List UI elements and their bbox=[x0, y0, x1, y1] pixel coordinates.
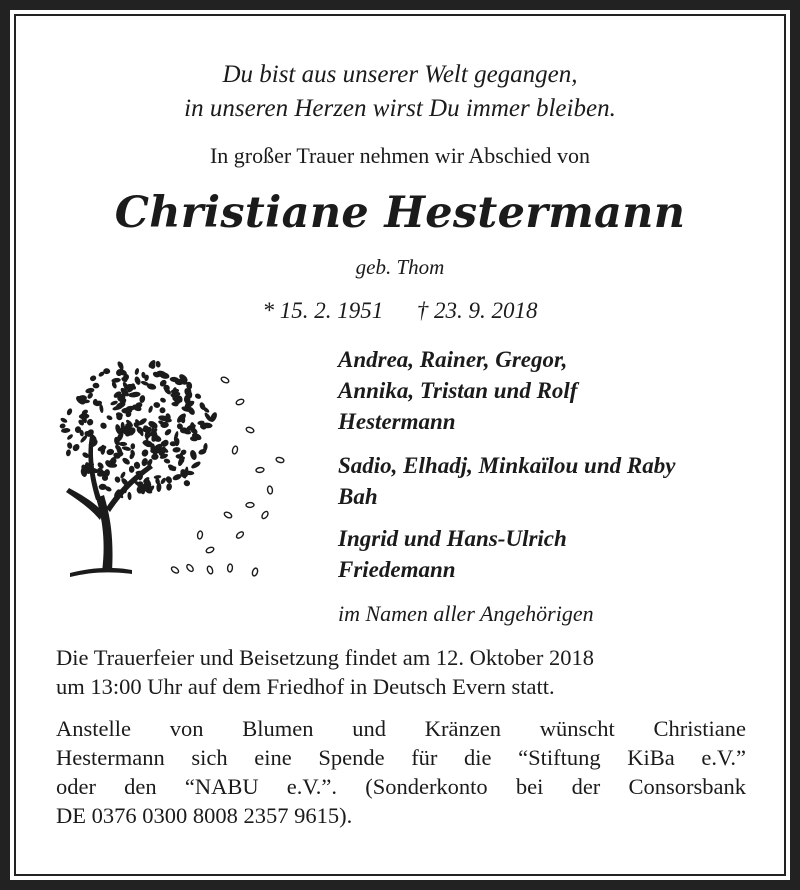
falling-leaf bbox=[223, 511, 232, 519]
falling-leaf bbox=[256, 467, 265, 473]
birth-date: * 15. 2. 1951 bbox=[262, 298, 384, 323]
tree-leaf bbox=[114, 476, 121, 484]
tree-leaf bbox=[121, 456, 131, 465]
tree-leaf bbox=[166, 483, 172, 491]
motto-line-1: Du bist aus unserer Welt gegangen, bbox=[222, 61, 578, 88]
tree-leaf bbox=[190, 460, 202, 470]
tree-leaf bbox=[119, 442, 128, 446]
tree-leaf bbox=[66, 442, 73, 450]
falling-leaf bbox=[186, 563, 195, 572]
mourners-line: Annika, Tristan und Rolf bbox=[338, 378, 578, 403]
donation-line-2: Hestermann sich eine Spende für die “Stiftung KiBa e.V.” bbox=[56, 745, 746, 770]
intro-text: In großer Trauer nehmen wir Abschied von bbox=[209, 143, 591, 168]
tree-leaf bbox=[130, 443, 135, 449]
maiden-name: geb. Thom bbox=[355, 255, 445, 279]
falling-leaf bbox=[251, 567, 258, 576]
tree-leaf bbox=[183, 480, 191, 487]
falling-leaf bbox=[206, 565, 213, 574]
falling-leaf bbox=[232, 446, 239, 455]
on-behalf-text: im Namen aller Angehörigen bbox=[338, 601, 594, 626]
tree-leaf bbox=[127, 492, 132, 500]
motto bbox=[0, 58, 800, 126]
tree-leaf bbox=[71, 443, 81, 453]
donation-line-1: Anstelle von Blumen und Kränzen wünscht Christiane bbox=[56, 716, 746, 741]
ceremony-line-1: Die Trauerfeier und Beisetzung findet am 12. Oktober 2018 bbox=[56, 645, 595, 670]
tree-leaf bbox=[159, 407, 165, 413]
falling-leaf bbox=[261, 510, 270, 519]
tree-leaf bbox=[66, 433, 74, 441]
tree-leaf bbox=[99, 484, 107, 490]
tree-leaf bbox=[119, 471, 126, 479]
tree-leaf bbox=[85, 387, 95, 394]
tree-leaf bbox=[164, 428, 173, 437]
donation-paragraph bbox=[56, 714, 746, 830]
tree-leaf bbox=[65, 449, 71, 457]
tree-leaf bbox=[134, 368, 140, 376]
ceremony-line-2: um 13:00 Uhr auf dem Friedhof in Deutsch Evern statt. bbox=[56, 674, 555, 699]
tree-leaf bbox=[194, 392, 202, 399]
tree-leaf bbox=[151, 453, 159, 460]
falling-leaf bbox=[245, 426, 254, 433]
tree-leaf bbox=[92, 383, 99, 389]
falling-leaf bbox=[246, 502, 254, 507]
mourners-line: Friedemann bbox=[338, 557, 456, 582]
tree-leaf bbox=[139, 395, 146, 404]
tree-leaf bbox=[60, 417, 68, 424]
falling-leaf bbox=[267, 486, 273, 495]
tree-leaf bbox=[153, 402, 161, 409]
windblown-tree-icon bbox=[50, 340, 285, 585]
tree-leaf bbox=[89, 374, 97, 382]
death-date: † 23. 9. 2018 bbox=[416, 298, 538, 323]
tree-leaf bbox=[121, 408, 132, 414]
mourners-line: Sadio, Elhadj, Minkaïlou und Raby bbox=[338, 453, 676, 478]
mourners-line: Hestermann bbox=[338, 409, 456, 434]
tree-leaf bbox=[189, 449, 198, 461]
falling-leaf bbox=[275, 457, 284, 464]
tree-leaf bbox=[140, 448, 149, 457]
tree-leaf bbox=[99, 421, 108, 430]
falling-leaf bbox=[235, 531, 244, 540]
mourners-group-3 bbox=[338, 523, 778, 585]
tree-leaf bbox=[160, 477, 167, 485]
tree-leaf bbox=[163, 458, 171, 464]
donation-line-4: DE 0376 0300 8008 2357 9615). bbox=[56, 803, 353, 828]
tree-leaf bbox=[159, 397, 166, 404]
mourners-line: Bah bbox=[338, 484, 378, 509]
tree-leaf bbox=[129, 466, 135, 473]
falling-leaf bbox=[197, 531, 203, 540]
tree-leaf bbox=[86, 418, 95, 427]
tree-leaf bbox=[66, 408, 73, 417]
tree-leaf bbox=[148, 405, 154, 413]
tree-leaf bbox=[155, 360, 161, 367]
tree-leaf bbox=[61, 428, 71, 434]
mourners-group-1 bbox=[338, 344, 778, 437]
falling-leaf bbox=[227, 564, 232, 572]
tree-leaf bbox=[79, 413, 90, 419]
life-dates bbox=[0, 298, 800, 324]
falling-leaf bbox=[220, 376, 229, 384]
falling-leaf bbox=[235, 398, 244, 405]
falling-leaf bbox=[170, 566, 179, 575]
tree-leaf bbox=[106, 414, 113, 421]
mourners-line: Ingrid und Hans-Ulrich bbox=[338, 526, 567, 551]
donation-line-3: oder den “NABU e.V.”. (Sonderkonto bei der Consorsbank bbox=[56, 774, 746, 799]
tree-leaf bbox=[134, 376, 142, 386]
tree-leaf bbox=[121, 446, 131, 452]
tree-leaf bbox=[106, 448, 114, 455]
tree-leaf bbox=[59, 423, 66, 429]
deceased-name: Christiane Hestermann bbox=[114, 188, 686, 238]
mourners-group-2 bbox=[338, 450, 778, 512]
falling-leaf bbox=[205, 546, 214, 554]
ceremony-paragraph bbox=[56, 643, 746, 701]
tree-leaf bbox=[172, 447, 181, 453]
mourners-line: Andrea, Rainer, Gregor, bbox=[338, 347, 568, 372]
motto-line-2: in unseren Herzen wirst Du immer bleiben. bbox=[184, 95, 616, 122]
